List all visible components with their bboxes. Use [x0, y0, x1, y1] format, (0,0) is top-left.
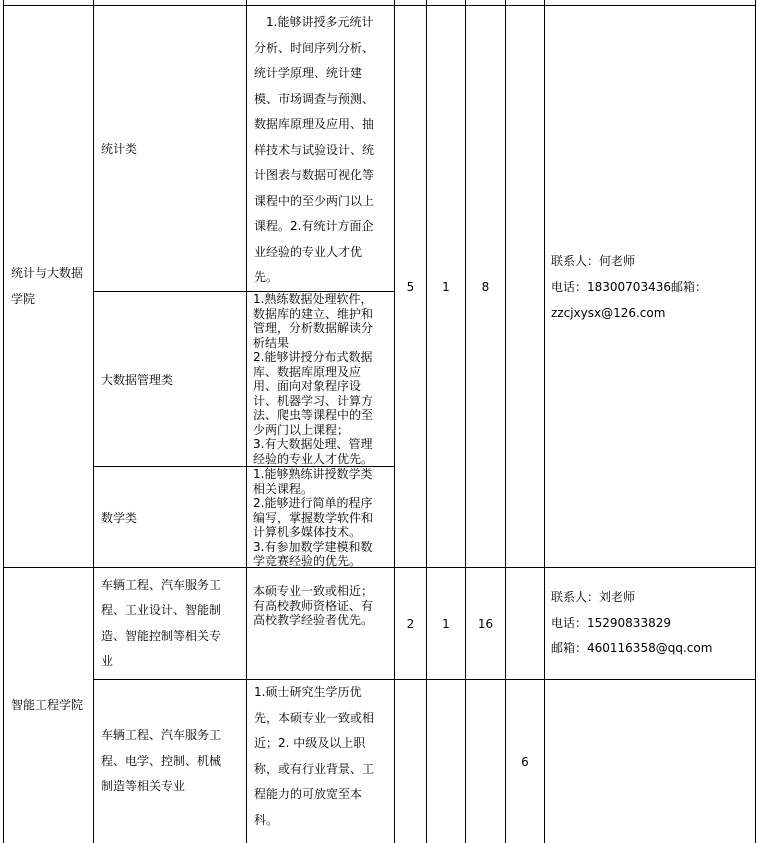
count-value: 1 [442, 616, 450, 631]
count-cell [395, 568, 426, 679]
requirement-cell [247, 680, 394, 843]
college-name [4, 6, 93, 567]
count-value: 1 [442, 279, 450, 294]
requirement-cell [247, 467, 394, 567]
major-text: 统计类 [101, 142, 138, 156]
requirement-text: 1.硕士研究生学历优 先，本硕专业一致或相 近；2. 中级及以上职 称，或有行业背景、工 程能力的可放宽至本 科。 [254, 685, 375, 827]
requirement-cell [247, 568, 394, 679]
college-name-text: 统计与大数据学院 [11, 266, 84, 306]
major-text: 数学类 [101, 510, 138, 525]
major-text: 大数据管理类 [101, 372, 174, 387]
contact-cell [545, 6, 755, 567]
contact-text: 联系人：刘老师 电话：15290833829 邮箱：460116358@qq.com [551, 590, 713, 656]
count-cell [427, 568, 465, 679]
contact-cell [545, 568, 755, 679]
count-value: 6 [521, 754, 529, 769]
contact-text: 联系人：何老师 电话：18300703436邮箱： zzcjxysx@126.com [551, 253, 707, 320]
count-cell [395, 680, 426, 843]
rule-right [755, 0, 756, 843]
count-value: 8 [481, 279, 490, 294]
contact-cell [545, 680, 755, 843]
requirement-text: 1.能够讲授多元统计 分析、时间序列分析、 统计学原理、统计建 模、市场调查与预测、 数据库原理及应用、抽 样技术与试验设计、统 计图表与数据可视化等 课程中的至少两门以上 课程。2.有统计方面企 业经验的专业人才优 先。 [254, 15, 375, 284]
count-value: 5 [406, 279, 415, 294]
count-cell [506, 568, 544, 679]
count-value: 2 [406, 616, 415, 631]
major-cell [94, 6, 246, 291]
count-cell [506, 6, 544, 567]
requirement-text: 1.熟练数据处理软件， 数据库的建立、维护和 管理，分析数据解读分 析结果 2.能够讲授分布式数据 库、数据库原理及应 用、面向对象程序设 计、机器学习、计算方 法、爬虫等课程中的至 少两门以上课程； 3.有大数据处理、管理 经验的专业人才优先。 [253, 292, 374, 466]
major-cell [94, 568, 246, 679]
major-text: 车辆工程、汽车服务工 程、电学、控制、机械 制造等相关专业 [101, 728, 222, 794]
major-text: 车辆工程、汽车服务工 程、工业设计、智能制 造、智能控制等相关专 业 [101, 577, 222, 668]
count-cell [395, 6, 426, 567]
major-cell [94, 292, 246, 466]
requirement-cell [247, 6, 394, 291]
count-cell [466, 6, 505, 567]
count-cell [466, 568, 505, 679]
major-cell [94, 680, 246, 843]
major-cell [94, 467, 246, 567]
requirement-cell [247, 292, 394, 466]
college-name-text: 智能工程学院 [11, 697, 84, 712]
college-name [4, 568, 93, 843]
count-cell [506, 680, 544, 843]
count-cell [427, 6, 465, 567]
requirement-text: 1.能够熟练讲授数学类 相关课程。 2.能够进行简单的程序 编写，掌握数学软件和 计算机多媒体技术。 3.有参加数学建模和数 学竞赛经验的优先。 [253, 467, 374, 568]
count-cell [427, 680, 465, 843]
requirement-text: 本硕专业一致或相近； 有高校教师资格证、有 高校教学经验者优先。 [253, 584, 374, 627]
count-cell [466, 680, 505, 843]
count-value: 16 [477, 616, 494, 631]
